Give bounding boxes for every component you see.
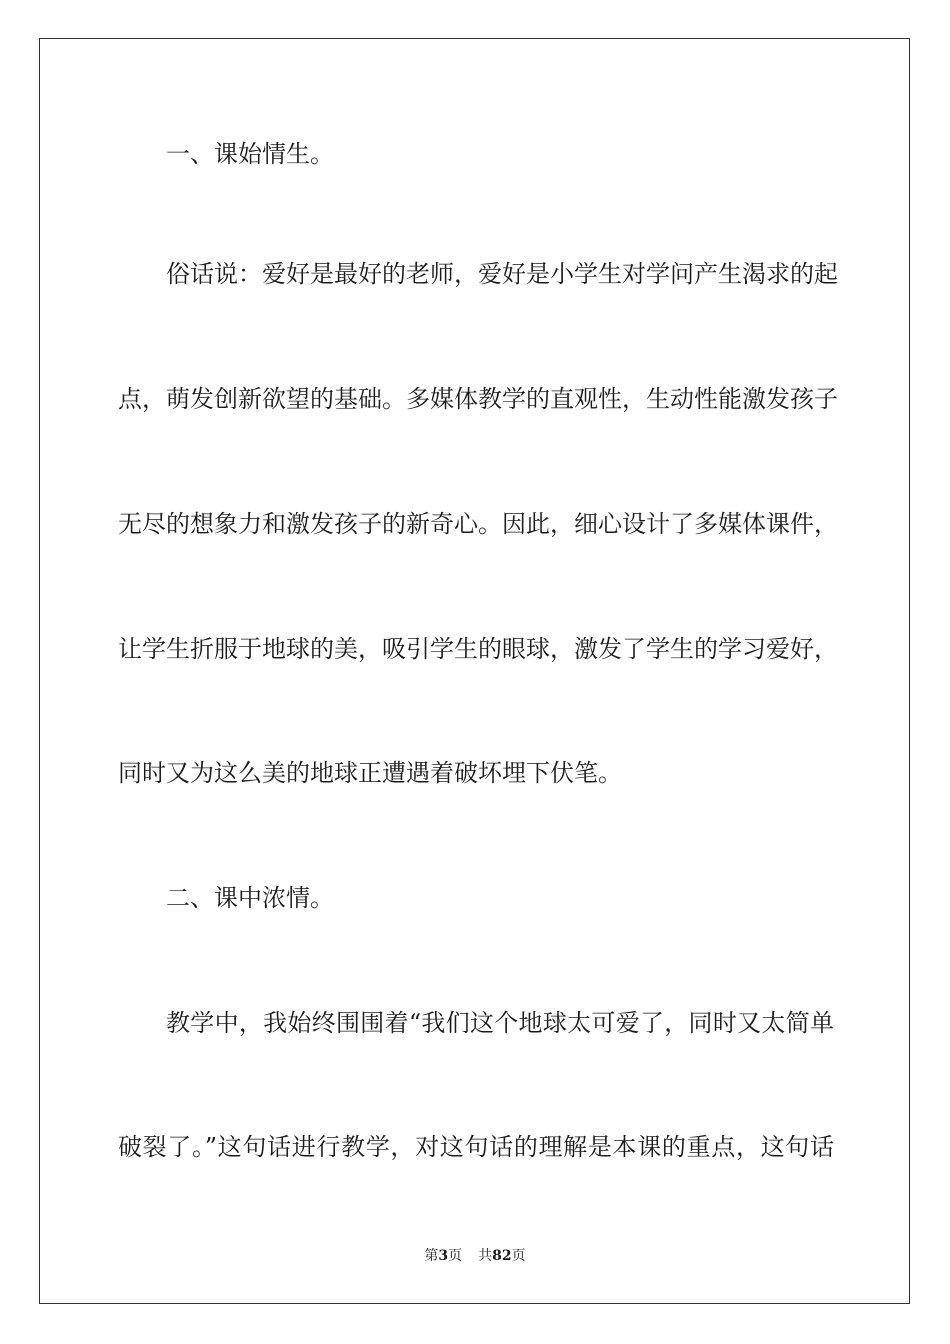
paragraph-line: 俗话说：爱好是最好的老师，爱好是小学生对学问产生渴求的起 xyxy=(166,260,838,288)
section-heading-2: 二、课中浓情。 xyxy=(166,884,334,912)
section-heading-1: 一、课始情生。 xyxy=(166,140,334,168)
page-prefix: 第 xyxy=(424,1248,439,1264)
page-footer xyxy=(0,1247,950,1265)
total-prefix: 共 xyxy=(478,1248,493,1264)
paragraph-line: 教学中，我始终围围着“我们这个地球太可爱了，同时又太简单 xyxy=(166,1009,834,1037)
paragraph-line: 无尽的想象力和激发孩子的新奇心。因此，细心设计了多媒体课件， xyxy=(118,510,838,538)
page-suffix: 页 xyxy=(448,1248,463,1264)
total-pages: 82 xyxy=(492,1248,512,1264)
paragraph-line: 同时又为这么美的地球正遭遇着破坏埋下伏笔。 xyxy=(118,759,622,787)
page-border xyxy=(39,38,910,1304)
total-suffix: 页 xyxy=(511,1248,526,1264)
paragraph-line: 破裂了。”这句话进行教学，对这句话的理解是本课的重点，这句话 xyxy=(118,1133,834,1161)
paragraph-line: 让学生折服于地球的美，吸引学生的眼球，激发了学生的学习爱好， xyxy=(118,635,838,663)
page-number: 3 xyxy=(438,1248,449,1264)
paragraph-line: 点，萌发创新欲望的基础。多媒体教学的直观性，生动性能激发孩子 xyxy=(118,385,838,413)
